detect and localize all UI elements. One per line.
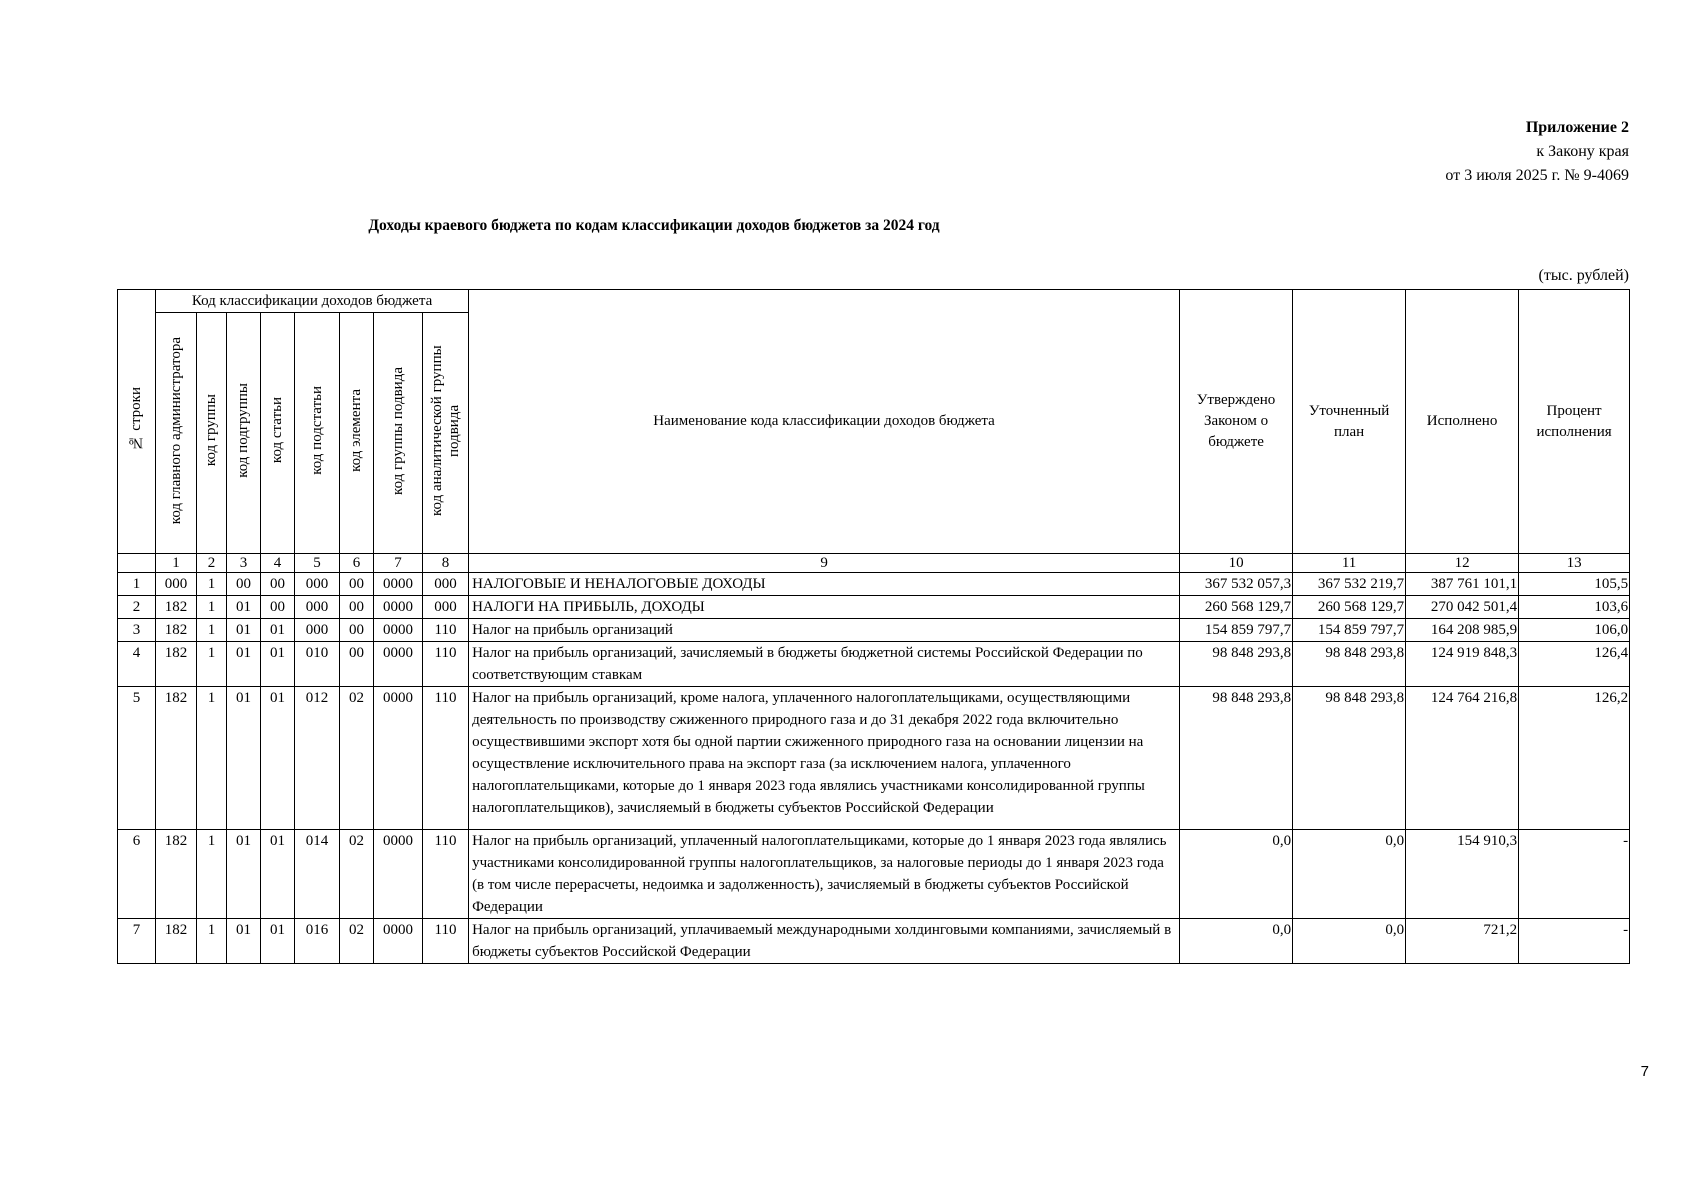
cell-article-code: 01 [261, 642, 295, 687]
cell-revised: 98 848 293,8 [1293, 687, 1406, 830]
header-article-code: код статьи [261, 313, 295, 554]
header-subtype-code: код группы подвида [374, 313, 423, 554]
cell-element-code: 00 [340, 619, 374, 642]
cell-analytic-code: 000 [423, 596, 469, 619]
cell-subtype-code: 0000 [374, 919, 423, 964]
cell-executed: 154 910,3 [1406, 830, 1519, 919]
cell-name: Налог на прибыль организаций, уплачиваемый международными холдинговыми компаниями, зачисляемый в бюджеты субъектов Российской Федерации [469, 919, 1180, 964]
cell-element-code: 02 [340, 919, 374, 964]
cell-element-code: 02 [340, 687, 374, 830]
column-number: 4 [261, 554, 295, 573]
header-row-number: № строки [118, 290, 156, 554]
cell-row-number: 2 [118, 596, 156, 619]
column-number: 10 [1180, 554, 1293, 573]
table-row [118, 687, 1630, 830]
cell-subarticle-code: 000 [295, 596, 340, 619]
cell-revised: 367 532 219,7 [1293, 573, 1406, 596]
column-number: 1 [156, 554, 197, 573]
cell-revised: 0,0 [1293, 830, 1406, 919]
cell-subtype-code: 0000 [374, 687, 423, 830]
cell-article-code: 01 [261, 919, 295, 964]
cell-percent: 103,6 [1519, 596, 1630, 619]
cell-subarticle-code: 012 [295, 687, 340, 830]
cell-admin-code: 182 [156, 830, 197, 919]
cell-element-code: 00 [340, 642, 374, 687]
cell-subarticle-code: 000 [295, 573, 340, 596]
cell-revised: 0,0 [1293, 919, 1406, 964]
cell-name: Налог на прибыль организаций, кроме налога, уплаченного налогоплательщиками, осуществляющими деятельность по производству сжиженного природного газа и до 31 декабря 2022 года включительно осуществившими экспорт хотя бы одной партии сжиженного природного газа на основании лицензии на осуществление исключительного права на экспорт газа (за исключением налога, уплаченного налогоплательщиками, которые до 1 января 2023 года являлись участниками консолидированной группы налогоплательщиков), зачисляемый в бюджеты субъектов Российской Федерации [469, 687, 1180, 830]
column-number: 11 [1293, 554, 1406, 573]
column-number: 2 [197, 554, 227, 573]
cell-element-code: 00 [340, 596, 374, 619]
cell-admin-code: 182 [156, 642, 197, 687]
header-analytic-code: код аналитической группы подвида [423, 313, 469, 554]
cell-row-number: 5 [118, 687, 156, 830]
cell-group-code: 1 [197, 830, 227, 919]
table-row [118, 596, 1630, 619]
cell-subtype-code: 0000 [374, 573, 423, 596]
cell-admin-code: 182 [156, 596, 197, 619]
law-reference: к Закону края [1536, 143, 1629, 160]
column-number: 6 [340, 554, 374, 573]
cell-element-code: 00 [340, 573, 374, 596]
header-subgroup-code: код подгруппы [227, 313, 261, 554]
cell-analytic-code: 110 [423, 830, 469, 919]
page-number: 7 [1640, 1063, 1649, 1080]
cell-subgroup-code: 01 [227, 919, 261, 964]
cell-group-code: 1 [197, 687, 227, 830]
column-number: 7 [374, 554, 423, 573]
cell-article-code: 01 [261, 687, 295, 830]
cell-article-code: 01 [261, 619, 295, 642]
cell-subgroup-code: 01 [227, 642, 261, 687]
cell-admin-code: 182 [156, 687, 197, 830]
cell-row-number: 6 [118, 830, 156, 919]
header-group-code: код группы [197, 313, 227, 554]
cell-executed: 124 764 216,8 [1406, 687, 1519, 830]
cell-name: Налог на прибыль организаций, зачисляемый в бюджеты бюджетной системы Российской Федерации по соответствующим ставкам [469, 642, 1180, 687]
cell-approved: 98 848 293,8 [1180, 687, 1293, 830]
header-executed: Исполнено [1406, 290, 1519, 554]
header-admin-code: код главного администратора [156, 313, 197, 554]
table-row [118, 619, 1630, 642]
cell-row-number: 3 [118, 619, 156, 642]
header-subarticle-code: код подстатьи [295, 313, 340, 554]
cell-group-code: 1 [197, 642, 227, 687]
cell-name: Налог на прибыль организаций, уплаченный налогоплательщиками, которые до 1 января 2023 года являлись участниками консолидированной группы налогоплательщиков, за налоговые периоды до 1 января 2023 года (в том числе перерасчеты, недоимка и задолженность), зачисляемый в бюджеты субъектов Российской Федерации [469, 830, 1180, 919]
cell-group-code: 1 [197, 573, 227, 596]
cell-analytic-code: 110 [423, 919, 469, 964]
cell-approved: 367 532 057,3 [1180, 573, 1293, 596]
cell-element-code: 02 [340, 830, 374, 919]
header-percent: Процент исполнения [1519, 290, 1630, 554]
cell-analytic-code: 110 [423, 619, 469, 642]
cell-approved: 0,0 [1180, 830, 1293, 919]
table-row [118, 919, 1630, 964]
cell-percent: 126,2 [1519, 687, 1630, 830]
cell-subgroup-code: 01 [227, 830, 261, 919]
cell-admin-code: 000 [156, 573, 197, 596]
cell-revised: 98 848 293,8 [1293, 642, 1406, 687]
cell-subtype-code: 0000 [374, 596, 423, 619]
cell-name: НАЛОГОВЫЕ И НЕНАЛОГОВЫЕ ДОХОДЫ [469, 573, 1180, 596]
cell-percent: - [1519, 830, 1630, 919]
cell-revised: 154 859 797,7 [1293, 619, 1406, 642]
table-row [118, 642, 1630, 687]
cell-group-code: 1 [197, 919, 227, 964]
header-code-group: Код классификации доходов бюджета [156, 290, 469, 313]
cell-article-code: 01 [261, 830, 295, 919]
cell-subarticle-code: 000 [295, 619, 340, 642]
appendix-label: Приложение 2 [1525, 119, 1629, 136]
cell-percent: 126,4 [1519, 642, 1630, 687]
cell-group-code: 1 [197, 596, 227, 619]
cell-name: НАЛОГИ НА ПРИБЫЛЬ, ДОХОДЫ [469, 596, 1180, 619]
cell-subarticle-code: 014 [295, 830, 340, 919]
cell-row-number: 7 [118, 919, 156, 964]
cell-subarticle-code: 016 [295, 919, 340, 964]
cell-group-code: 1 [197, 619, 227, 642]
cell-subgroup-code: 01 [227, 687, 261, 830]
cell-executed: 164 208 985,9 [1406, 619, 1519, 642]
cell-approved: 260 568 129,7 [1180, 596, 1293, 619]
column-number: 8 [423, 554, 469, 573]
column-number-blank [118, 554, 156, 573]
cell-subgroup-code: 01 [227, 596, 261, 619]
cell-subtype-code: 0000 [374, 642, 423, 687]
cell-subgroup-code: 00 [227, 573, 261, 596]
cell-admin-code: 182 [156, 919, 197, 964]
revenue-table [117, 289, 1630, 964]
cell-admin-code: 182 [156, 619, 197, 642]
cell-row-number: 4 [118, 642, 156, 687]
cell-article-code: 00 [261, 573, 295, 596]
column-number: 3 [227, 554, 261, 573]
cell-analytic-code: 000 [423, 573, 469, 596]
header-approved: Утверждено Законом о бюджете [1180, 290, 1293, 554]
table-row [118, 830, 1630, 919]
column-number: 12 [1406, 554, 1519, 573]
column-number: 5 [295, 554, 340, 573]
cell-executed: 387 761 101,1 [1406, 573, 1519, 596]
table-row [118, 573, 1630, 596]
column-number-row [118, 554, 1630, 573]
cell-approved: 0,0 [1180, 919, 1293, 964]
cell-subgroup-code: 01 [227, 619, 261, 642]
cell-revised: 260 568 129,7 [1293, 596, 1406, 619]
cell-subarticle-code: 010 [295, 642, 340, 687]
cell-subtype-code: 0000 [374, 830, 423, 919]
column-number: 13 [1519, 554, 1630, 573]
cell-subtype-code: 0000 [374, 619, 423, 642]
header-revised: Уточненный план [1293, 290, 1406, 554]
cell-approved: 98 848 293,8 [1180, 642, 1293, 687]
document-title: Доходы краевого бюджета по кодам классификации доходов бюджетов за 2024 год [368, 217, 940, 234]
cell-executed: 270 042 501,4 [1406, 596, 1519, 619]
cell-percent: 106,0 [1519, 619, 1630, 642]
header-element-code: код элемента [340, 313, 374, 554]
document-header [1445, 116, 1629, 188]
units-label: (тыс. рублей) [1538, 267, 1629, 284]
cell-percent: - [1519, 919, 1630, 964]
header-name: Наименование кода классификации доходов бюджета [469, 290, 1180, 554]
cell-executed: 124 919 848,3 [1406, 642, 1519, 687]
cell-name: Налог на прибыль организаций [469, 619, 1180, 642]
cell-article-code: 00 [261, 596, 295, 619]
cell-analytic-code: 110 [423, 642, 469, 687]
cell-row-number: 1 [118, 573, 156, 596]
cell-approved: 154 859 797,7 [1180, 619, 1293, 642]
date-reference: от 3 июля 2025 г. № 9-4069 [1445, 167, 1629, 184]
column-number: 9 [469, 554, 1180, 573]
cell-executed: 721,2 [1406, 919, 1519, 964]
cell-percent: 105,5 [1519, 573, 1630, 596]
cell-analytic-code: 110 [423, 687, 469, 830]
